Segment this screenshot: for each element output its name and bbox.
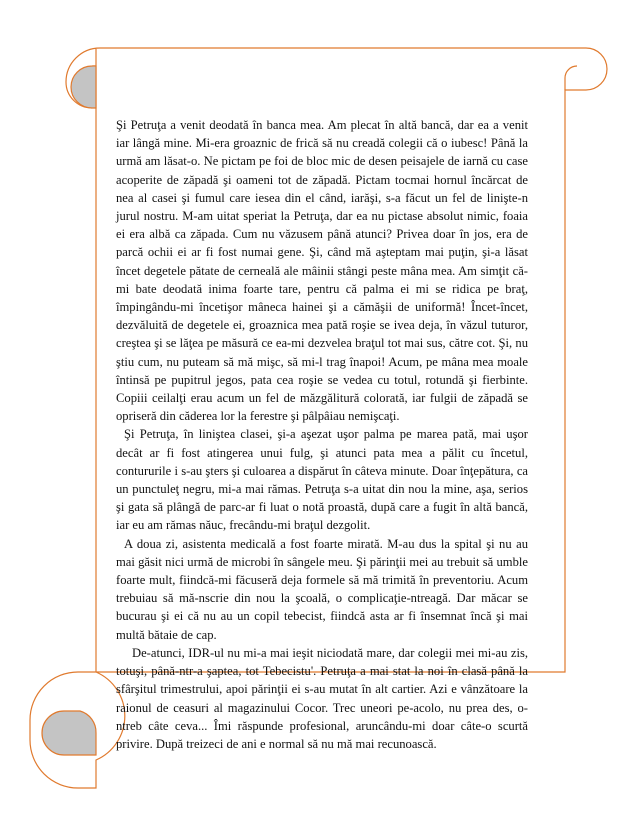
paragraph: De-atunci, IDR-ul nu mi-a mai ieşit niciodată mare, dar colegii mei mi-au zis, totuşi, până-ntr-a şaptea, tot Tebecistu'. Petruţa a mai stat la noi în clasă până la sfârşitul trimestrului, apoi părinţii ei s-au mutat în alt cartier. Azi e vânzătoare la raionul de ceasuri al magazinului Cocor. Trec uneori pe-acolo, nu prea des, o-ntreb câte ceva... Îmi răspunde profesional, aruncându-mi doar câte-o scurtă privire. După treizeci de ani e normal să nu mă mai recunoască. — [116, 645, 528, 751]
scroll-curl-icon — [42, 711, 96, 755]
document-body — [116, 116, 528, 753]
paragraph: A doua zi, asistenta medicală a fost foarte mirată. M-au dus la spital şi nu au mai găsit nici urmă de microbi în sângele meu. Şi părinţii mei au trebuit să umble foarte mult, fiindcă-mi făcuseră deja formele să mă trimită în preventoriu. Acum trebuiau să mă-nscrie din nou la şcoală, o complicaţie-ntreagă. Dar măcar se bucurau şi ei că nu au un copil tebecist, fiindcă asta ar fi însemnat încă şi mai multă bătaie de cap. — [116, 536, 528, 642]
scroll-top-edge — [565, 66, 577, 90]
paragraph: Şi Petruţa a venit deodată în banca mea. Am plecat în altă bancă, dar ea a venit iar lângă mine. Mi-era groaznic de frică să nu creadă colegii că o iubesc! Până la urmă am lăsat-o. Ne pictam pe foi de bloc mic de desen peisajele de iarnă cu case acoperite de zăpadă şi oameni tot de zăpadă. Pictam tocmai hornul încărcat de nea al casei şi fumul care iesea din el când, iarăşi, s-a făcut un fel de linişte-n jurul nostru. M-am uitat speriat la Petruţa, dar ea nu pictase absolut nimic, foaia ei era albă ca zăpada. Cum nu văzusem până atunci? Privea doar în jos, era de parcă ochii ei ar fi fost numai gene. Şi, când mă aşteptam mai puţin, şi-a lăsat încet degetele pătate de cerneală ale mâinii stângi peste mâna mea. Am simţit că-mi bate deodată inima foarte tare, pentru că palma ei mi se ridica pe braţ, împingându-mi încetişor mâneca hainei şi a cămăşii de uniformă! Încet-încet, dezvăluită de degetele ei, groaznica mea pată roşie se ivea deja, în văzul tuturor, creştea şi se lăţea pe măsură ce ea-mi dezvelea braţul tot mai sus, către cot. Şi, nu ştiu cum, nu puteam să mă mişc, să mi-l trag înapoi! Acum, pe mâna mea moale întinsă pe pupitrul jegos, pata cea roşie se vedea cu totul, rotundă şi fierbinte. Copiii ceilalţi erau acum un fel de măzgălitură colorată, iar fulgii de zăpadă se opriseră din căderea lor la ferestre şi pâlpâiau nemişcaţi. — [116, 118, 528, 424]
paragraph: Şi Petruţa, în liniştea clasei, şi-a aşezat uşor palma pe marea pată, mai uşor decât ar fi fost atingerea unui fulg, şi atunci pata mea a pălit cu încetul, contururile i s-au şters şi culoarea a dispărut în câteva minute. Doar înţepătura, ca un punctuleţ negru, mi-a mai rămas. Petruţa s-a uitat din nou la mine, aşa, serios şi gata să plângă de parc-ar fi luat o notă proastă, după care a fugit în altă bancă, iar eu am rămas năuc, frecându-mi braţul dezgolit. — [116, 427, 528, 533]
